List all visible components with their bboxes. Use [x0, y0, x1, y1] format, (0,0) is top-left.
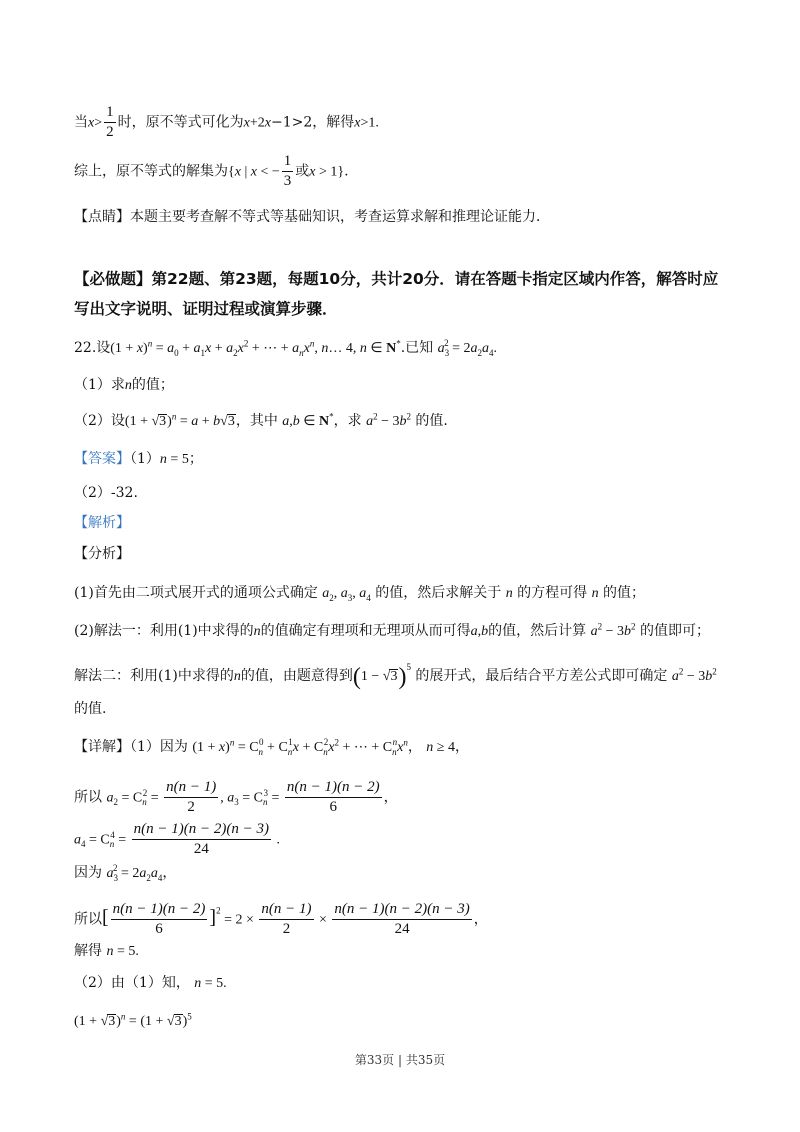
- detail-2: 所以 $a_2 = C_n^2$ = $\frac{n(n - 1)}{2}$ , $a_3 = C_n^3$ = $\frac{n(n - 1)(n - 2)}{6}$ ，: [74, 779, 398, 815]
- fraction: $\frac{n(n - 1)(n - 2)}{6}$: [112, 901, 206, 937]
- fraction: $\frac{1}{2}$: [106, 104, 114, 140]
- fraction: $\frac{n(n - 1)}{2}$: [166, 779, 217, 815]
- detail-5: 所以[ $\frac{n(n - 1)(n - 2)}{6}$ ]$^2$ = 2 × $\frac{n(n - 1)}{2}$ × $\frac{n(n - 1)(n - 2)(n - 3)}{24}$ ，: [74, 901, 488, 937]
- detail-7: （2）由（1）知， n = 5.: [74, 975, 227, 991]
- section-heading-cont: 写出文字说明、证明过程或演算步骤．: [74, 300, 338, 318]
- sub-question-1: （1）求n的值；: [74, 377, 174, 393]
- analysis-1: (1)首先由二项式展开式的通项公式确定 $a_2$, $a_3$, $a_4$ 的值，然后求解关于 n 的方程可得 n 的值；: [74, 585, 646, 603]
- detail-1: 【详解】（1）因为 $(1 + x)^n = C_n^0 + C_n^1x + C_n^2x^2$ + ⋯ + $C_n^nx^n$， n ≥ 4，: [74, 737, 469, 757]
- problem-22: 22.设$(1 + x)^n = a_0 + a_1x + a_2x^2$ + ⋯ + $a_nx^n$, n… 4, n ∈ N*.已知 $a_3^2 = 2a_2a_4$.: [74, 338, 498, 358]
- analysis-label: 【解析】: [74, 515, 130, 531]
- page-footer: 第33页 | 共35页: [354, 1053, 446, 1067]
- answer-label: 【答案】: [74, 451, 130, 467]
- fraction: $\frac{n(n - 1)}{2}$: [261, 901, 312, 937]
- detail-4: 因为 $a_3^2 = 2a_2a_4$，: [74, 863, 177, 883]
- line-3-dianjing: 【点睛】本题主要考查解不等式等基础知识，考查运算求解和推理论证能力．: [74, 209, 550, 225]
- line-1: 当x> $\frac{1}{2}$ 时，原不等式可化为x+2x−1>2，解得x>1.: [74, 104, 379, 140]
- fraction: $\frac{n(n - 1)(n - 2)(n - 3)}{24}$: [334, 901, 470, 937]
- fraction: $\frac{1}{3}$: [283, 153, 292, 189]
- fenxi-label: 【分析】: [74, 546, 130, 562]
- answer-line: 【答案】（1）n = 5；: [74, 451, 203, 467]
- detail-6: 解得 n = 5.: [74, 943, 139, 959]
- analysis-3: 解法二：利用(1)中求得的n的值，由题意得到$(1 - √3)^5$ 的展开式，最后结合平方差公式即可确定 $a^2 - 3b^2$: [74, 662, 717, 690]
- analysis-3-cont: 的值.: [74, 701, 107, 717]
- sub-question-2: （2）设$(1 + √3)^n = a + b√3$，其中 a,b ∈ N*，求 $a^2 - 3b^2$ 的值.: [74, 411, 448, 429]
- detail-8: $(1 + √3)^n = (1 + √3)^5$: [74, 1011, 192, 1029]
- fraction: $\frac{n(n - 1)(n - 2)}{6}$: [286, 779, 380, 815]
- line-2: 综上，原不等式的解集为{x | x < − $\frac{1}{3}$ 或x > 1}.: [74, 153, 349, 189]
- analysis-2: (2)解法一：利用(1)中求得的n的值确定有理项和无理项从而可得a,b的值，然后计算 $a^2 - 3b^2$ 的值即可；: [74, 621, 710, 639]
- section-heading: 【必做题】第22题、第23题，每题10分，共计20分．请在答题卡指定区域内作答，解答时应: [74, 270, 719, 288]
- answer-part-2: （2）-32.: [74, 485, 138, 501]
- detail-3: $a_4 = C_n^4$ = $\frac{n(n - 1)(n - 2)(n - 3)}{24}$ .: [74, 821, 280, 857]
- fraction: $\frac{n(n - 1)(n - 2)(n - 3)}{24}$: [133, 821, 269, 857]
